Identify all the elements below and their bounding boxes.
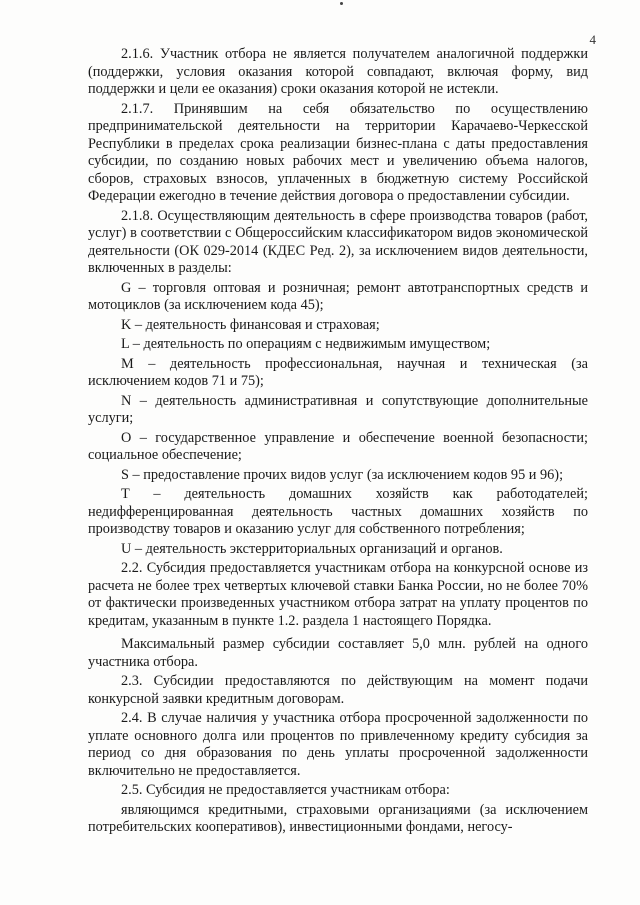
section-o: O – государственное управление и обеспечение военной безопасности; социальное обеспечение; xyxy=(88,429,588,463)
section-m: M – деятельность профессиональная, научная и техническая (за исключением кодов 71 и 75); xyxy=(88,355,588,389)
paragraph-2-1-8: 2.1.8. Осуществляющим деятельность в сфере производства товаров (работ, услуг) в соответствии с Общероссийским классификатором видов экономической деятельности (ОК 029-2014 (КДЕС Ред. 2), за исключением видов деятельности, включенных в разделы: xyxy=(88,207,588,276)
section-g: G – торговля оптовая и розничная; ремонт автотранспортных средств и мотоциклов (за исключением кода 45); xyxy=(88,279,588,313)
paragraph-2-1-6: 2.1.6. Участник отбора не является получателем аналогичной поддержки (поддержки, условия оказания которой совпадают, включая форму, вид поддержки и цели ее оказания) сроки оказания которой не истекли. xyxy=(88,46,588,97)
section-l: L – деятельность по операциям с недвижимым имуществом; xyxy=(121,336,491,352)
paragraph-2-3: 2.3. Субсидии предоставляются по действующим на момент подачи конкурсной заявки кредитным договорам. xyxy=(88,673,588,707)
section-t: T – деятельность домашних хозяйств как работодателей; недифференцированная деятельность частных домашних хозяйств по производству товаров и оказанию услуг для собственного потребления; xyxy=(88,486,588,537)
paragraph-2-1-7: 2.1.7. Принявшим на себя обязательство по осуществлению предпринимательской деятельности на территории Карачаево-Черкесской Республики в пределах срока реализации бизнес-плана с даты предоставления субсидии, по созданию новых рабочих мест и увеличению объема налогов, сборов, страховых взносов, уплаченных в бюджетную систему Российской Федерации ежегодно в течение действия договора о предоставлении субсидии. xyxy=(88,100,588,204)
page-number: 4 xyxy=(589,32,596,47)
paragraph-2-5: 2.5. Субсидия не предоставляется участникам отбора: xyxy=(121,782,450,798)
paragraph-2-4: 2.4. В случае наличия у участника отбора просроченной задолженности по уплате основного долга или процентов по привлеченному кредиту субсидия за период со дня образования по день уплаты просроченной задолженности включительно не предоставляется. xyxy=(88,710,588,779)
document-body xyxy=(88,46,588,839)
section-u: U – деятельность экстерриториальных организаций и органов. xyxy=(121,540,503,557)
section-k: K – деятельность финансовая и страховая; xyxy=(121,316,380,333)
section-s: S – предоставление прочих видов услуг (за исключением кодов 95 и 96); xyxy=(121,466,564,483)
scan-speck xyxy=(340,2,343,5)
section-n: N – деятельность административная и сопутствующие дополнительные услуги; xyxy=(88,392,588,426)
paragraph-2-5-item: являющимся кредитными, страховыми организациями (за исключением потребительских кооперативов), инвестиционными фондами, негосу- xyxy=(88,801,588,835)
paragraph-max-subsidy: Максимальный размер субсидии составляет 5,0 млн. рублей на одного участника отбора. xyxy=(88,636,588,670)
paragraph-2-2: 2.2. Субсидия предоставляется участникам отбора на конкурсной основе из расчета не более трех четвертых ключевой ставки Банка России, но не более 70% от фактически произведенных участником отбора затрат на уплату процентов по кредитам, указанным в пункте 1.2. раздела 1 настоящего Порядка. xyxy=(88,560,588,629)
